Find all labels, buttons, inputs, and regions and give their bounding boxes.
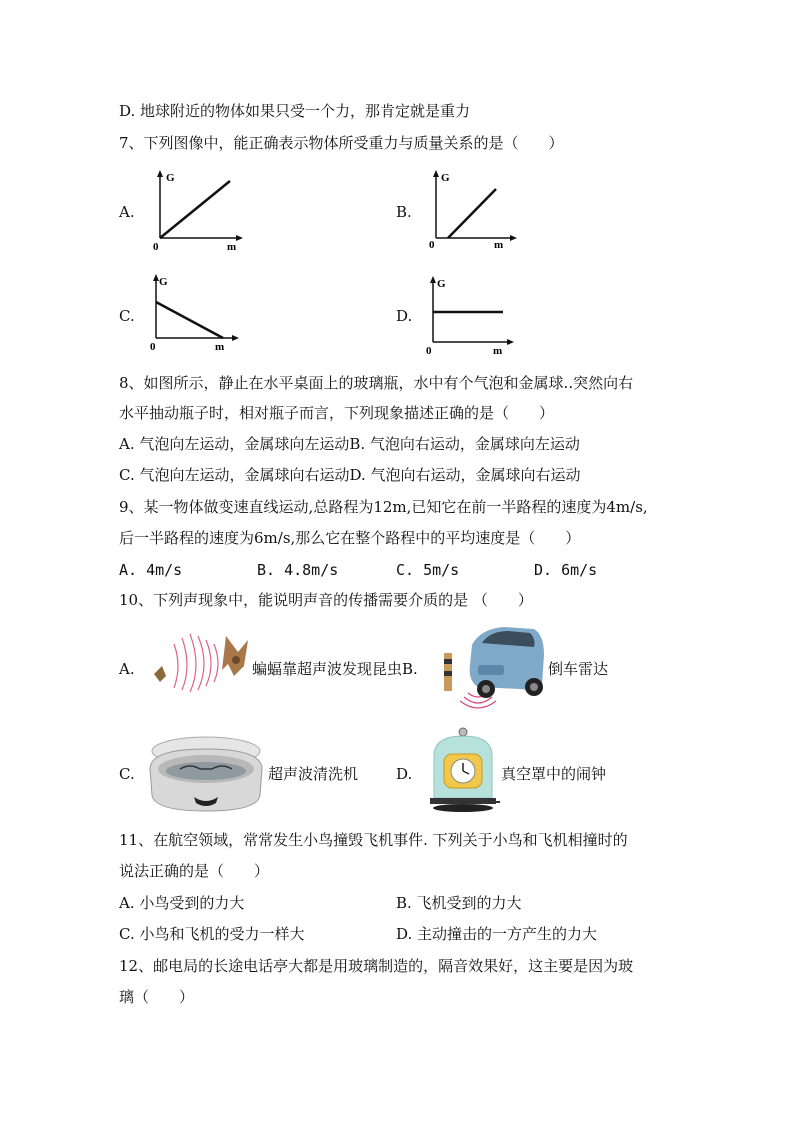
q7-option-c-label: C.: [119, 307, 135, 325]
q11-option-b: B. 飞机受到的力大: [396, 894, 522, 912]
q11-option-c: C. 小鸟和飞机的受力一样大: [119, 925, 305, 943]
q7-stem: 7、下列图像中，能正确表示物体所受重力与质量关系的是（ ）: [119, 134, 564, 152]
q6-option-d: D. 地球附近的物体如果只受一个力，那肯定就是重力: [119, 102, 471, 120]
q11-option-d: D. 主动撞击的一方产生的力大: [396, 925, 598, 943]
q7a-axis-x: m: [227, 241, 237, 253]
q7-option-a-label: A.: [119, 203, 135, 221]
q7b-axis-x: m: [494, 239, 504, 251]
q11-stem-line2: 说法正确的是（ ）: [119, 862, 270, 880]
q7-graph-a: [150, 168, 250, 253]
q7d-origin: 0: [426, 345, 432, 357]
q9-stem-line2: 后一半路程的速度为6m/s,那么它在整个路程中的平均速度是（ ）: [119, 529, 581, 547]
q10-option-c-letter: C.: [119, 765, 135, 783]
q10-option-c-text: 超声波清洗机: [268, 765, 359, 783]
q9-option-c: C. 5m/s: [396, 561, 460, 579]
q7c-axis-x: m: [215, 341, 225, 353]
q10-option-a-letter: A.: [119, 660, 135, 678]
q9-option-a: A. 4m/s: [119, 561, 183, 579]
q11-stem-line1: 11、在航空领域，常常发生小鸟撞毁飞机事件. 下列关于小鸟和飞机相撞时的: [119, 831, 628, 849]
q8-options-cd: C. 气泡向左运动，金属球向右运动D. 气泡向右运动，金属球向右运动: [119, 466, 581, 484]
q7d-axis-y: G: [437, 278, 446, 290]
q8-stem-line1: 8、如图所示，静止在水平桌面上的玻璃瓶，水中有个气泡和金属球..突然向右: [119, 374, 634, 392]
ultrasonic-cleaner-image: [146, 735, 268, 813]
q8-stem-line2: 水平抽动瓶子时，相对瓶子而言，下列现象描述正确的是（ ）: [119, 404, 555, 422]
q7-graph-c: [146, 272, 246, 357]
q9-stem-line1: 9、某一物体做变速直线运动,总路程为12m,已知它在前一半路程的速度为4m/s,: [119, 498, 648, 516]
q12-stem-line1: 12、邮电局的长途电话亭大都是用玻璃制造的，隔音效果好，这主要是因为玻: [119, 957, 634, 975]
q11-option-a: A. 小鸟受到的力大: [119, 894, 245, 912]
q10-option-d-letter: D.: [396, 765, 413, 783]
q7-option-b-label: B.: [396, 203, 412, 221]
q7d-axis-x: m: [493, 345, 503, 357]
q7b-axis-y: G: [441, 172, 450, 184]
bat-ultrasound-image: [152, 630, 252, 692]
q10-option-b-text: 倒车雷达: [548, 660, 609, 678]
q7b-origin: 0: [429, 239, 435, 251]
q10-option-d-text: 真空罩中的闹钟: [501, 765, 607, 783]
q7-graph-b: [426, 168, 526, 253]
q7a-origin: 0: [153, 241, 159, 253]
q7-graph-d: [423, 274, 523, 359]
q10-stem: 10、下列声现象中，能说明声音的传播需要介质的是 （ ）: [119, 591, 533, 609]
q9-option-b: B. 4.8m/s: [257, 561, 339, 579]
q12-stem-line2: 璃（ ）: [119, 988, 195, 1006]
q10-option-a-text: 蝙蝠靠超声波发现昆虫B.: [252, 660, 418, 678]
q7a-axis-y: G: [166, 172, 175, 184]
vacuum-bell-jar-clock-image: [426, 726, 500, 814]
q7c-origin: 0: [150, 341, 156, 353]
q7-option-d-label: D.: [396, 307, 413, 325]
q7c-axis-y: G: [159, 276, 168, 288]
q9-option-d: D. 6m/s: [534, 561, 598, 579]
q8-options-ab: A. 气泡向左运动，金属球向左运动B. 气泡向右运动，金属球向左运动: [119, 435, 580, 453]
car-reversing-radar-image: [438, 625, 546, 713]
